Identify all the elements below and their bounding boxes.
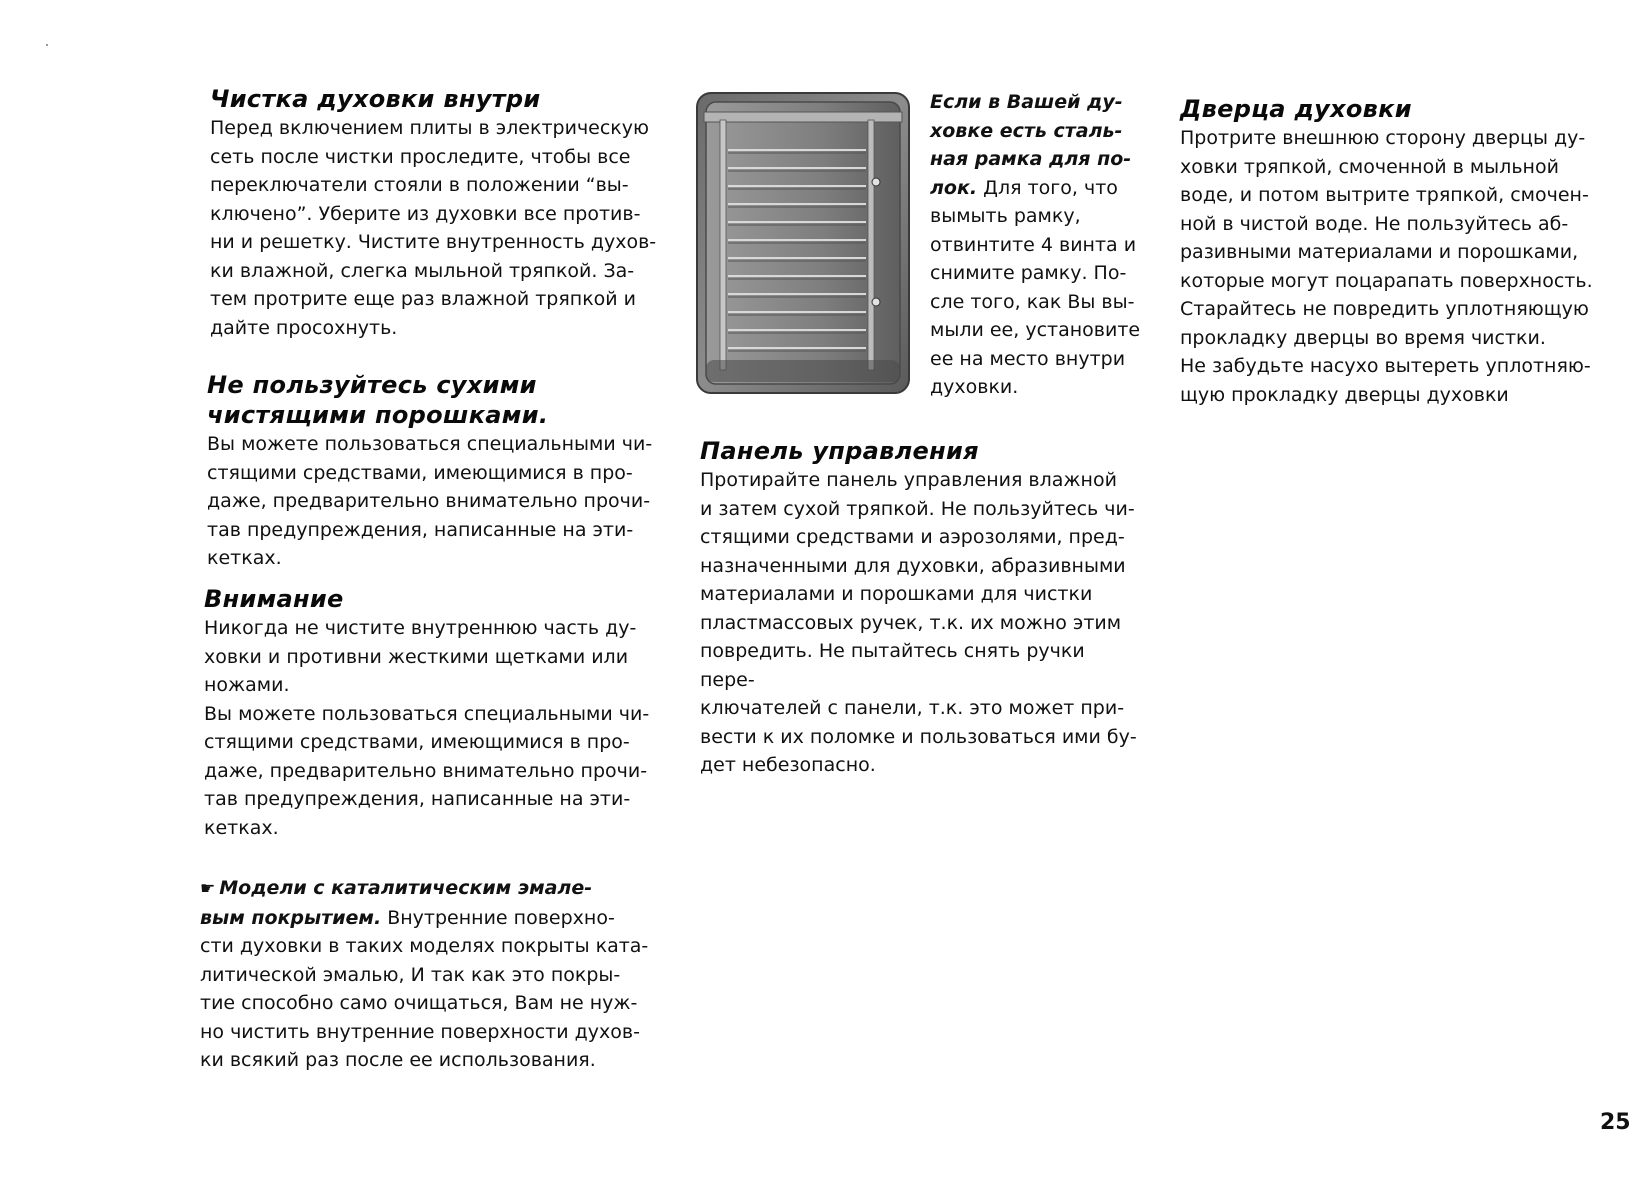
text-line: мыли ее, установите <box>930 319 1141 341</box>
page-number: 25 <box>1600 1110 1631 1135</box>
text-line: ножами. <box>204 674 290 696</box>
text-line: тав предупреждения, написанные на эти- <box>207 518 634 541</box>
text-line: ки влажной, слегка мыльной тряпкой. За- <box>210 259 635 282</box>
text-line: Протрите внешнюю сторону дверцы ду- <box>1180 127 1586 149</box>
lead-line: ховке есть сталь- <box>930 119 1123 142</box>
oven-rack-photo <box>696 92 910 394</box>
text-line: тем протрите еще раз влажной тряпкой и <box>210 288 637 310</box>
text-line: литической эмалью, И так как это покры- <box>200 963 621 986</box>
pointing-hand-icon: ☛ <box>200 879 216 899</box>
text-line: ховки и противни жесткими щетками или <box>204 645 629 668</box>
section-body <box>207 430 657 573</box>
text-line: Вы можете пользоваться специальными чи- <box>204 702 650 725</box>
text-fragment: Внутренние поверхно- <box>381 906 615 929</box>
lead-text: Модели с каталитическим эмале- <box>219 877 593 899</box>
text-line: стящими средствами, имеющимися в про- <box>207 461 633 484</box>
title-line: Не пользуйтесь сухими <box>207 371 537 399</box>
text-line: тие способно само очищаться, Вам не нуж- <box>200 992 638 1014</box>
section-body <box>200 874 660 1075</box>
text-fragment: Для того, что <box>977 176 1118 199</box>
text-line: ее на место внутри <box>930 347 1126 370</box>
text-line: Не забудьте насухо вытереть уплотняю- <box>1180 355 1591 377</box>
section-body <box>1180 124 1600 409</box>
text-line: но чистить внутренние поверхности духов- <box>200 1020 640 1043</box>
text-line: пластмассовых ручек, т.к. их можно этим <box>700 611 1122 634</box>
text-line: кетках. <box>207 547 282 569</box>
text-line: вымыть рамку, <box>930 205 1081 227</box>
section-control-panel <box>700 436 1140 780</box>
text-line: и затем сухой тряпкой. Не пользуйтесь чи- <box>700 497 1135 520</box>
section-title: Дверца духовки <box>1180 95 1412 123</box>
text-line: стящими средствами, имеющимися в про- <box>204 731 630 753</box>
text-line: сти духовки в таких моделях покрыты ката- <box>200 935 649 957</box>
text-line: Протирайте панель управления влажной <box>700 469 1117 491</box>
text-line: повредить. Не пытайтесь снять ручки пере- <box>700 640 1085 691</box>
text-line: назначенными для духовки, абразивными <box>700 554 1126 577</box>
text-line: ключателей с панели, т.к. это может при- <box>700 697 1125 719</box>
section-body <box>930 88 1146 402</box>
section-title <box>207 370 657 430</box>
oven-rack-illustration <box>696 92 910 394</box>
lead-line: Если в Вашей ду- <box>930 91 1123 113</box>
text-line: ни и решетку. Чистите внутренность духов- <box>210 231 657 253</box>
section-body <box>700 466 1140 780</box>
section-body <box>204 614 654 842</box>
text-line: ки всякий раз после ее использования. <box>200 1049 596 1071</box>
lead-text: лок. <box>930 176 978 199</box>
text-line: ной в чистой воде. Не пользуйтесь аб- <box>1180 212 1569 235</box>
lead-text: вым покрытием. <box>200 906 382 929</box>
text-line: щую прокладку дверцы духовки <box>1180 383 1509 406</box>
text-line: вести к их поломке и пользоваться ими бу- <box>700 725 1137 748</box>
text-line <box>200 874 660 904</box>
text-line: Перед включением плиты в электрическую <box>210 117 650 139</box>
text-line: ключено”. Уберите из духовки все против- <box>210 202 641 225</box>
section-title: Внимание <box>204 585 344 613</box>
text-line: отвинтите 4 винта и <box>930 233 1137 256</box>
text-line: разивными материалами и порошками, <box>1180 241 1579 263</box>
section-steel-frame <box>930 88 1146 402</box>
text-line: стящими средствами и аэрозолями, пред- <box>700 526 1125 548</box>
text-line: переключатели стояли в положении “вы- <box>210 174 629 196</box>
section-title: Чистка духовки внутри <box>210 85 541 113</box>
text-line: Старайтесь не повредить уплотняющую <box>1180 298 1589 320</box>
text-line: Вы можете пользоваться специальными чи- <box>207 433 653 455</box>
text-line: материалами и порошками для чистки <box>700 583 1093 605</box>
scan-speck <box>46 44 48 46</box>
text-line: дет небезопасно. <box>700 754 876 776</box>
text-line: прокладку дверцы во время чистки. <box>1180 326 1546 349</box>
section-body <box>210 114 660 342</box>
text-line: воде, и потом вытрите тряпкой, смочен- <box>1180 184 1589 206</box>
text-line: кетках. <box>204 816 279 839</box>
text-line: снимите рамку. По- <box>930 262 1127 284</box>
text-line: даже, предварительно внимательно прочи- <box>204 759 648 782</box>
text-line: сле того, как Вы вы- <box>930 290 1135 313</box>
lead-line: ная рамка для по- <box>930 148 1132 170</box>
text-line <box>930 174 1146 203</box>
text-line: тав предупреждения, написанные на эти- <box>204 788 631 810</box>
section-title: Панель управления <box>700 437 979 465</box>
text-line <box>200 904 660 933</box>
text-line: Никогда не чистите внутреннюю часть ду- <box>204 617 637 639</box>
title-line: чистящими порошками. <box>207 401 549 429</box>
text-line: сеть после чистки проследите, чтобы все <box>210 145 631 168</box>
section-oven-door <box>1180 94 1600 409</box>
text-line: духовки. <box>930 376 1019 398</box>
text-line: дайте просохнуть. <box>210 316 398 339</box>
section-attention <box>204 584 654 842</box>
section-oven-inside <box>210 84 660 342</box>
section-no-dry-powders <box>207 370 657 573</box>
text-line: ховки тряпкой, смоченной в мыльной <box>1180 155 1559 178</box>
text-line: даже, предварительно внимательно прочи- <box>207 490 651 512</box>
section-catalytic-models <box>200 874 660 1075</box>
text-line: которые могут поцарапать поверхность. <box>1180 269 1593 292</box>
